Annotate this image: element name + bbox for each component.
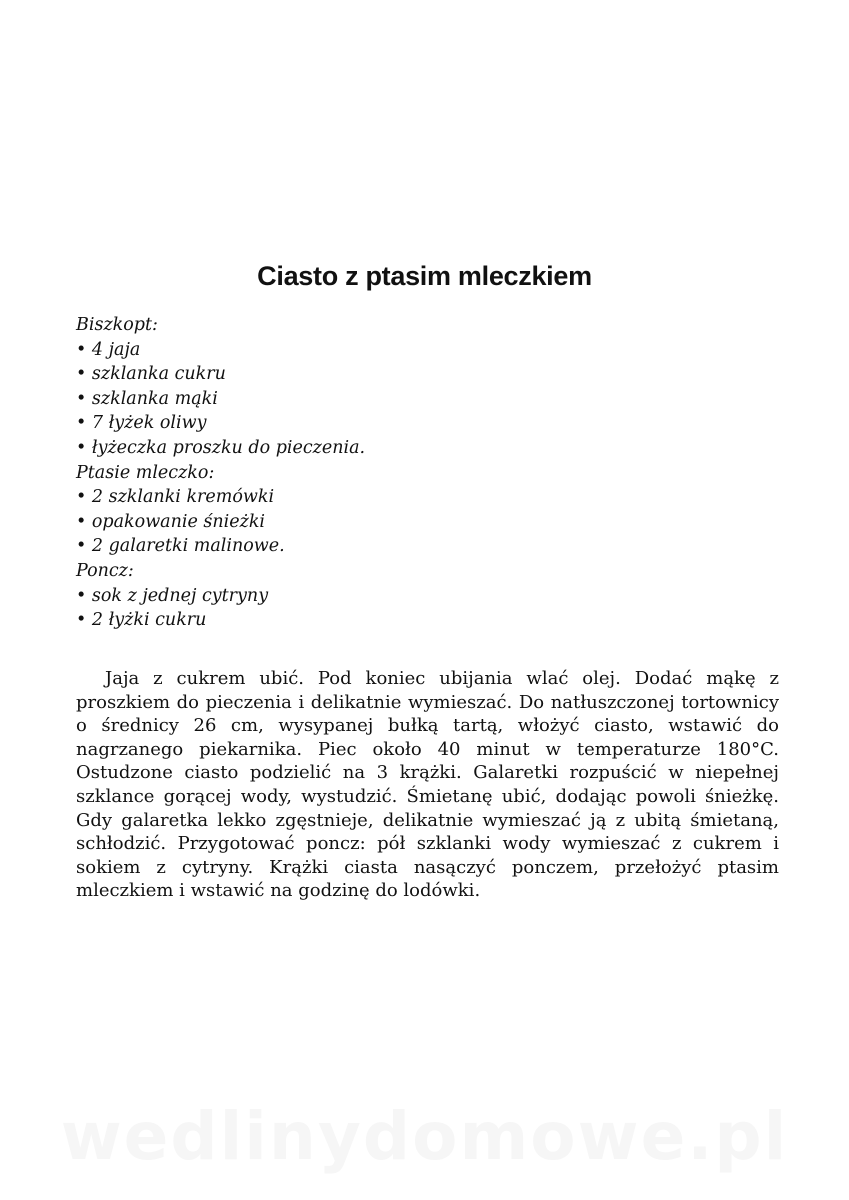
watermark: wedlinydomowe.pl bbox=[60, 1098, 789, 1175]
ingredients-list bbox=[76, 313, 636, 633]
list-item: • szklanka cukru bbox=[76, 362, 636, 387]
section-heading-ptasie-mleczko: Ptasie mleczko: bbox=[76, 462, 215, 483]
section-heading-biszkopt: Biszkopt: bbox=[76, 315, 158, 335]
list-item: • 2 łyżki cukru bbox=[76, 608, 636, 633]
list-item: • 4 jaja bbox=[76, 338, 636, 363]
list-item: • szklanka mąki bbox=[76, 387, 636, 412]
preparation-paragraph: Jaja z cukrem ubić. Pod koniec ubijania wlać olej. Dodać mąkę z proszkiem do pieczenia i delikatnie wymieszać. Do natłuszczonej tortownicy o średnicy 26 cm, wysypanej bułką tartą, włożyć ciasto, wstawić do nagrzanego piekarnika. Piec około 40 minut w temperaturze 180°C. Ostudzone ciasto podzielić na 3 krążki. Galaretki rozpuścić w niepełnej szklance gorącej wody, wystudzić. Śmietanę ubić, dodając powoli śnieżkę. Gdy galaretka lekko zgęstnieje, delikatnie wymieszać ją z ubitą śmietaną, schłodzić. Przygotować poncz: pół szklanki wody wymieszać z cukrem i sokiem z cytryny. Krążki ciasta nasączyć ponczem, przełożyć ptasim mleczkiem i wstawić na godzinę do lodówki. bbox=[76, 668, 779, 902]
list-item: • opakowanie śnieżki bbox=[76, 510, 636, 535]
list-item: • 2 galaretki malinowe. bbox=[76, 534, 636, 559]
list-item: • 7 łyżek oliwy bbox=[76, 411, 636, 436]
recipe-title: Ciasto z ptasim mleczkiem bbox=[257, 261, 592, 291]
list-item: • 2 szklanki kremówki bbox=[76, 485, 636, 510]
list-item: • łyżeczka proszku do pieczenia. bbox=[76, 436, 636, 461]
section-heading-poncz: Poncz: bbox=[76, 560, 134, 581]
list-item: • sok z jednej cytryny bbox=[76, 584, 636, 609]
